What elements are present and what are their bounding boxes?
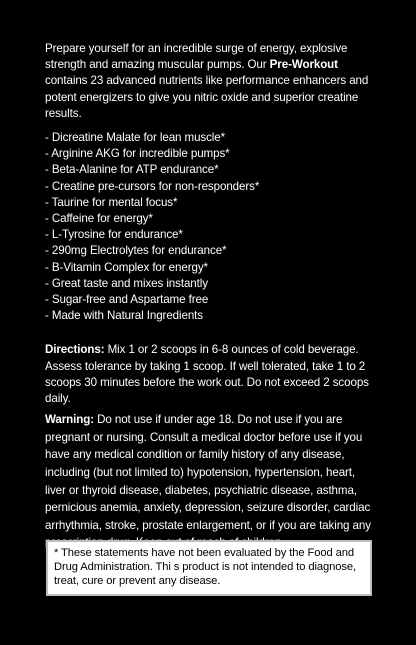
benefit-item: - B-Vitamin Complex for energy* <box>45 260 208 274</box>
benefit-item: - Sugar-free and Aspartame free <box>45 293 209 307</box>
benefit-item: - Caffeine for energy* <box>45 212 153 226</box>
intro-text-end: contains 23 advanced nutrients like performance enhancers and potent energizers to give you nitric oxide and superior creatine results. <box>45 74 369 120</box>
benefit-item: - Great taste and mixes instantly <box>45 276 208 290</box>
intro-paragraph <box>45 41 377 122</box>
warning-label: Warning: <box>45 413 94 427</box>
warning-text: Do not use if under age 18. Do not use if you are pregnant or nursing. Consult a medical doctor before use if you have any medical condition or family history of any disease, including (but not limited to) hypotension, hypertension, heart, liver or thyroid disease, diabetes, psychiatric disease, asthma, pernicious anemia, anxiety, depression, seizure disorder, cardiac arrhythmia, stroke, prostate enlargement, or if you are taking any <box>45 413 371 532</box>
benefits-list <box>45 130 377 324</box>
product-label-panel <box>45 41 377 552</box>
benefit-item: - Beta-Alanine for ATP endurance* <box>45 163 219 177</box>
benefit-item: - Made with Natural Ingredients <box>45 309 204 323</box>
intro-text-start: Prepare yourself for an incredible surge of energy, explosive strength and amazing muscular pumps. Our <box>45 42 348 72</box>
benefit-item: - 290mg Electrolytes for endurance* <box>45 244 227 258</box>
benefit-item: - Arginine AKG for incredible pumps* <box>45 147 230 161</box>
fda-disclaimer-box <box>46 540 372 596</box>
directions-text-1: Mix 1 or 2 scoops in 6-8 ounces of cold beverage. <box>104 343 359 357</box>
benefit-item: - Taurine for mental focus* <box>45 195 178 209</box>
directions-label: Directions: <box>45 343 105 357</box>
benefit-item: - L-Tyrosine for endurance* <box>45 228 183 242</box>
warning-paragraph <box>45 411 377 552</box>
fda-disclaimer-text: * These statements have not been evaluated by the Food and Drug Administration. Thi s product is not intended to diagnose, treat, cure or prevent any disease. <box>54 547 356 588</box>
product-name: Pre-Workout <box>269 58 338 72</box>
directions-text-2: Assess tolerance by taking 1 scoop. If well tolerated, take 1 to 2 scoops 30 minutes before the work out. Do not exceed 2 scoops daily. <box>45 359 369 406</box>
benefit-item: - Creatine pre-cursors for non-responders* <box>45 179 260 193</box>
directions-paragraph <box>45 342 377 407</box>
benefit-item: - Dicreatine Malate for lean muscle* <box>45 131 226 145</box>
